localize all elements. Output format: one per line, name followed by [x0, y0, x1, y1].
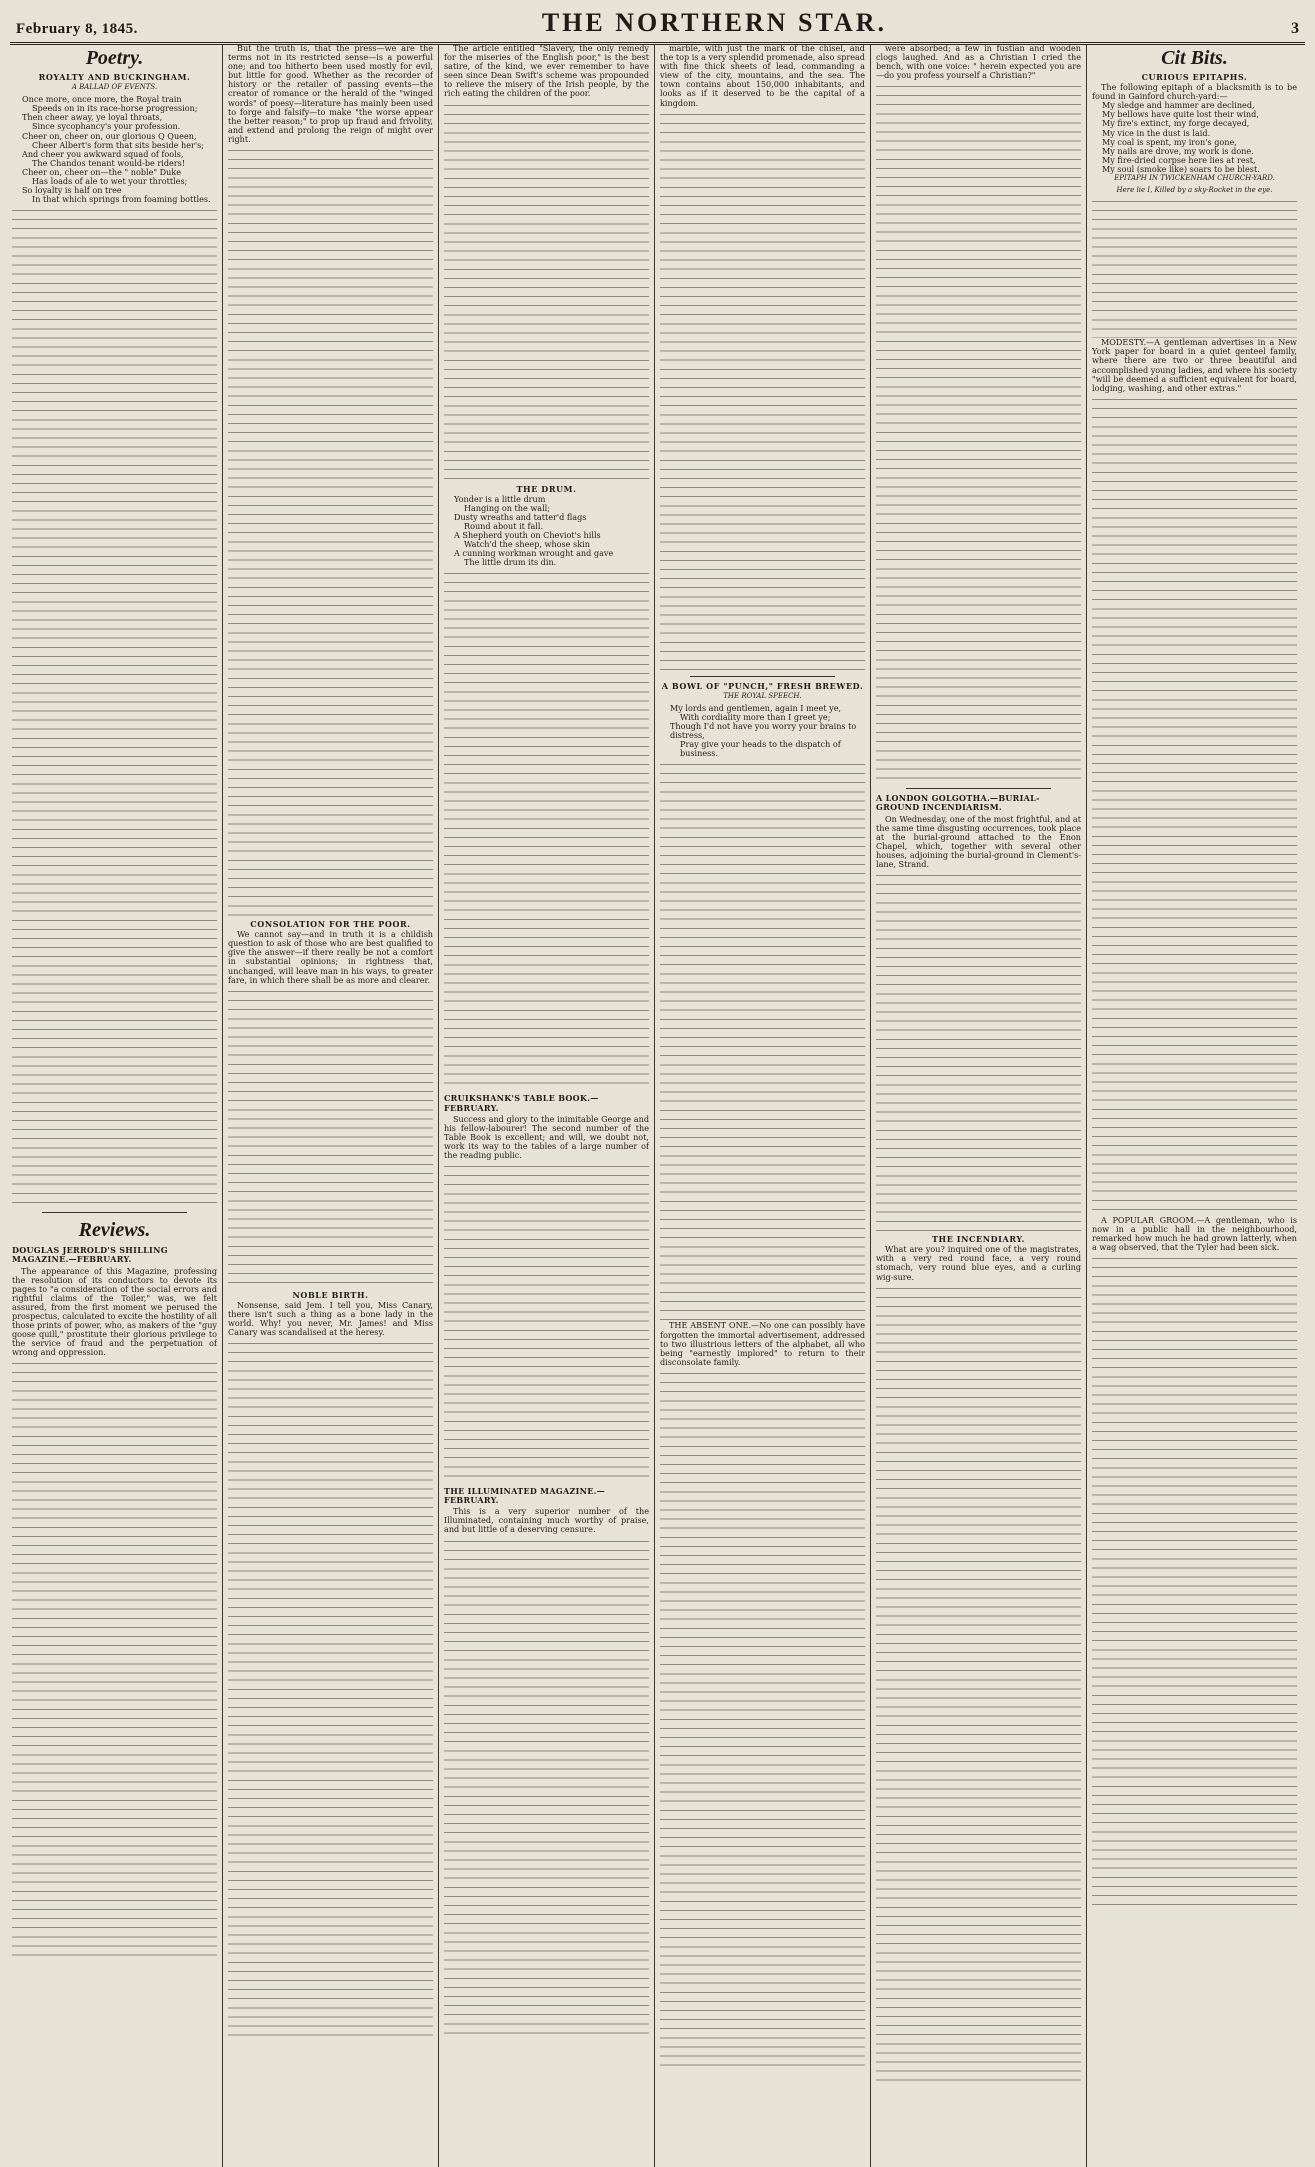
article-text: The following epitaph of a blacksmith is to be found in Gainford church-yard:— — [1092, 82, 1297, 102]
article-subhead: THE INCENDIARY. — [932, 1234, 1025, 1245]
article-subhead: NOBLE BIRTH. — [292, 1289, 369, 1300]
poem-title: ROYALTY AND BUCKINGHAM. — [38, 72, 191, 82]
article-text: Nonsense, said Jem. I tell you, Miss Canary, there isn't such a thing as a bone lady in the world. Why! you never, Mr. James! and Miss Canary was scandalised at the heresy. — [228, 1299, 433, 1338]
poem-line: Speeds on in its race-horse progression; — [32, 103, 198, 114]
column-area — [10, 44, 1305, 2167]
section-heading-poetry: Poetry. — [85, 47, 144, 69]
article-subhead: CURIOUS EPITAPHS. — [1141, 72, 1248, 82]
epitaph-line: My vice in the dust is laid. — [1102, 127, 1211, 138]
article-heading: A LONDON GOLGOTHA.—BURIAL-GROUND INCENDIARISM. — [876, 793, 1040, 813]
epitaph-text: Here lie I, Killed by a sky-Rocket in the eye. — [1116, 186, 1273, 195]
epitaph — [1092, 101, 1297, 174]
section-divider — [690, 676, 835, 677]
article-text: The article entitled "Slavery, the only remedy for the miseries of the English poor," is the best satire, of the kind, we ever remember to have seen since Dean Swift's scheme was propounded to relieve the misery of the Irish people, by the rich eating the children of the poor. — [444, 44, 649, 99]
epitaph-line: My coal is spent, my iron's gone, — [1102, 136, 1237, 147]
column-rule — [654, 44, 655, 2167]
column-6 — [1092, 44, 1297, 2167]
text-block — [876, 83, 1081, 783]
poem-line: Cheer on, cheer on, our glorious Q Queen, — [22, 130, 197, 141]
text-block — [876, 1285, 1081, 2085]
article-text: We cannot say—and in truth it is a childish question to ask of those who are best qualified to give the answer—if there really be not a comfort in substantial opinions; in rightness that, unchanged, will leave man in his ways, to greater fare, in which there shall be as more and clearer. — [228, 929, 433, 985]
poem-line: Though I'd not have you worry your brains to distress, — [670, 721, 857, 741]
epitaph-line: My soul (smoke like) soars to be blest. — [1102, 163, 1260, 174]
poem-line: Yonder is a little drum — [454, 493, 546, 504]
poem-title: THE DRUM. — [516, 483, 577, 494]
review-text: The appearance of this Magazine, professing the resolution of its conductors to devote its pages to "a consideration of the social errors and rightful claims of the Toiler," was, we felt assured, from the first moment we perused the prospectus, calculated to excite the hostility of all those prints of power, who, as makers of the "guy goose quill," prostitute their glorious privilege to the service of fraud and the perpetuation of wrong and oppression. — [12, 1265, 217, 1358]
article-text: marble, with just the mark of the chisel, and the top is a very splendid promenade, also spread with fine thick sheets of lead, commanding a view of the city, mountains, and the sea. The town contains about 150,000 inhabitants, and looks as if it deserved to be the capital of a kingdom. — [660, 44, 865, 108]
newspaper-page — [10, 0, 1305, 2167]
epitaph-line: My fire's extinct, my forge decayed, — [1102, 118, 1250, 129]
epitaph-line: My fire-dried corpse here lies at rest, — [1102, 154, 1256, 165]
article-text: THE ABSENT ONE.—No one can possibly have forgotten the immortal advertisement, addressed to two illustrious letters of the alphabet, all who being "earnestly implored" to return to their disconsolate family. — [660, 1320, 865, 1367]
column-rule — [438, 44, 439, 2167]
poem-line: Once more, once more, the Royal train — [22, 94, 182, 105]
poem — [444, 495, 649, 568]
epitaph-line: My sledge and hammer are declined, — [1102, 100, 1255, 111]
section-divider — [42, 1212, 187, 1213]
review-title: DOUGLAS JERROLD'S SHILLING MAGAZINE.—FEBRUARY. — [12, 1245, 168, 1265]
poem-line: Has loads of ale to wet your throttles; — [32, 176, 188, 187]
article-text: What are you? inquired one of the magistrates, with a very red round face, a very round stomach, very round blue eyes, and a curling wig-sure. — [876, 1244, 1081, 1282]
text-block — [228, 1340, 433, 2040]
text-block — [1092, 198, 1297, 338]
article-subhead: CONSOLATION FOR THE POOR. — [250, 919, 411, 930]
poem-line: Hanging on the wall; — [464, 502, 550, 513]
article-subhead: THE ROYAL SPEECH. — [723, 691, 802, 700]
section-divider — [906, 788, 1051, 789]
text-block — [660, 761, 865, 1321]
text-block — [660, 111, 865, 671]
section-heading-reviews: Reviews. — [78, 1219, 151, 1242]
masthead — [10, 0, 1305, 45]
text-block — [876, 872, 1081, 1232]
text-block — [12, 207, 217, 1207]
text-block — [228, 147, 433, 917]
article-subhead: EPITAPH IN TWICKENHAM CHURCH-YARD. — [1114, 174, 1275, 183]
epitaph-line: My nails are drove, my work is done. — [1102, 145, 1254, 156]
article-heading: A BOWL OF "PUNCH," FRESH BREWED. — [661, 680, 864, 691]
column-rule — [1086, 44, 1087, 2167]
text-block — [444, 1538, 649, 2038]
text-block — [660, 1370, 865, 2070]
page-number: 3 — [1290, 20, 1299, 37]
poem-line: With cordiality more than I greet ye; — [680, 711, 831, 722]
poem-line: Cheer on, cheer on—the " noble" Duke — [22, 166, 182, 177]
text-block — [228, 988, 433, 1288]
poem-line: Round about it fall. — [464, 520, 544, 531]
poem-line: And cheer you awkward squad of fools, — [22, 148, 184, 159]
poem-line: A Shepherd youth on Cheviot's hills — [454, 530, 601, 541]
article-text: Success and glory to the inimitable George and his fellow-labourer! The second number of the Table Book is excellent; and will, we doubt not, work its way to the tables of a large number of the reading public. — [444, 1113, 649, 1160]
poem-line: Then cheer away, ye loyal throats, — [22, 112, 163, 123]
newspaper-title: THE NORTHERN STAR. — [541, 8, 887, 37]
poem-line: Dusty wreaths and tatter'd flags — [454, 511, 587, 522]
article-text: MODESTY.—A gentleman advertises in a New York paper for board in a quiet genteel family, where there are two or three beautiful and accomplished young ladies, and where his society "will be deemed a sufficient equivalent for board, lodging, washing, and other extras." — [1092, 337, 1297, 393]
article-text: A POPULAR GROOM.—A gentleman, who is now in a public hall in the neighbourhood, remarked how much he had grown latterly, when a wag observed, that the Tyler had been sick. — [1092, 1214, 1297, 1253]
poem-line: Cheer Albert's form that sits beside her's; — [32, 139, 204, 150]
text-block — [1092, 1255, 1297, 1905]
issue-date: February 8, 1845. — [16, 21, 138, 37]
poem-line: My lords and gentlemen, again I meet ye, — [670, 702, 842, 713]
article-text: But the truth is, that the press—we are the terms not in its restricted sense—is a powerful one; and too hitherto been used mostly for evil, but little for good. Whether as the recorder of history or the retailer of passing events—the creator of romance or the herald of the "winged words" of poesy—literature has mainly been used to forge and falsify—to make "the worse appear the better reason;" to prop up fraud and frivolity, and extend and prolong the reign of might over right. — [228, 44, 433, 144]
text-block — [1092, 396, 1297, 1216]
text-block — [444, 570, 649, 1090]
text-block — [12, 1360, 217, 1960]
column-5 — [876, 44, 1081, 2167]
column-rule — [870, 44, 871, 2167]
poem-line: Watch'd the sheep, whose skin — [464, 539, 590, 550]
column-4 — [660, 44, 865, 2167]
poem-line: The little drum its din. — [464, 557, 557, 568]
text-block — [444, 102, 649, 482]
poem-line: The Chandos tenant would-be riders! — [32, 157, 186, 168]
article-text: This is a very superior number of the Illuminated, containing much worthy of praise, and but little of a deserving censure. — [444, 1506, 649, 1535]
article-heading: CRUIKSHANK'S TABLE BOOK.—FEBRUARY. — [444, 1093, 599, 1113]
poem-line: Pray give your heads to the dispatch of business. — [680, 739, 841, 759]
article-text: On Wednesday, one of the most frightful, and at the same time disgusting occurrences, took place at the burial-ground attached to the Enon Chapel, which, together with several other houses, adjoining the burial-ground in Clement's-lane, Strand. — [876, 813, 1081, 870]
article-text: were absorbed; a few in fustian and wooden clogs laughed. And as a Christian I cried the bench, with one voice: " herein expected you are—do you profess yourself a Christian?" — [876, 44, 1081, 81]
text-block — [444, 1163, 649, 1483]
poem-line: In that which springs from foaming bottles. — [32, 194, 211, 205]
epitaph-line: My bellows have quite lost their wind, — [1102, 109, 1259, 120]
poem-line: Since sycophancy's your profession. — [32, 121, 181, 132]
column-rule — [222, 44, 223, 2167]
poem-line: So loyalty is half on tree — [22, 185, 122, 196]
poem-byline: A BALLAD OF EVENTS. — [71, 83, 158, 92]
poem — [660, 704, 865, 759]
poem — [12, 95, 217, 204]
column-3 — [444, 44, 649, 2167]
column-1 — [12, 44, 217, 2167]
poem-line: A cunning workman wrought and gave — [454, 548, 614, 559]
article-heading: THE ILLUMINATED MAGAZINE.—FEBRUARY. — [444, 1486, 606, 1506]
section-heading-tit-bits: Cit Bits. — [1161, 47, 1228, 69]
column-2 — [228, 44, 433, 2167]
